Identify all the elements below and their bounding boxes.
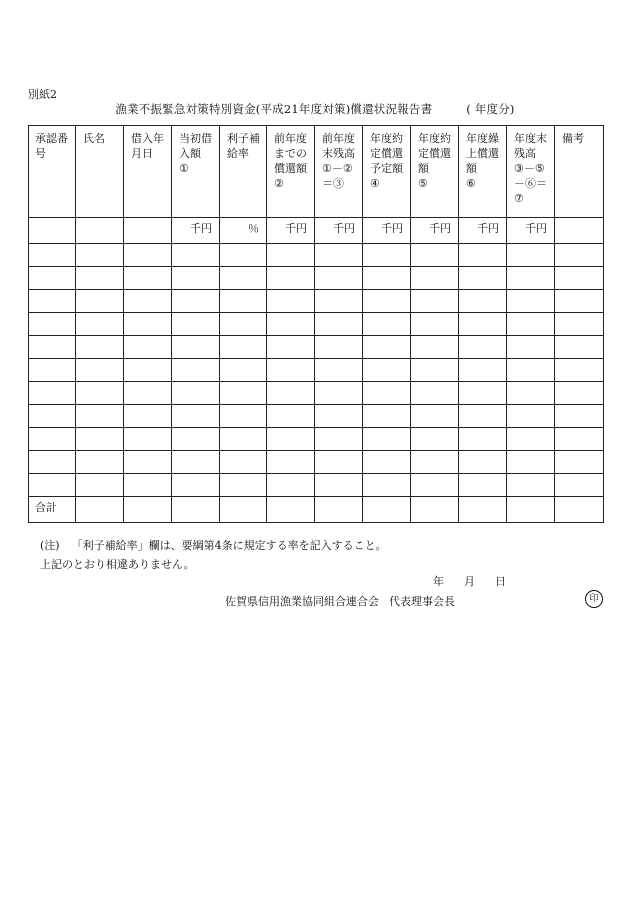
- total-cell[interactable]: [76, 497, 124, 523]
- cell-agreed-repayment[interactable]: [411, 359, 459, 382]
- cell-name[interactable]: [76, 267, 124, 290]
- cell-interest-rate[interactable]: [220, 359, 267, 382]
- header-remarks: [555, 126, 604, 218]
- date-year: 年: [433, 575, 444, 588]
- cell-early-repayment[interactable]: [459, 359, 507, 382]
- cell-planned-repayment[interactable]: [363, 451, 411, 474]
- signer-line: [225, 593, 455, 609]
- cell-interest-rate[interactable]: [220, 405, 267, 428]
- cell-planned-repayment[interactable]: [363, 267, 411, 290]
- cell-interest-rate[interactable]: [220, 336, 267, 359]
- cell-name[interactable]: [76, 405, 124, 428]
- total-cell[interactable]: [124, 497, 172, 523]
- cell-agreed-repayment[interactable]: [411, 474, 459, 497]
- cell-borrow-date[interactable]: [124, 451, 172, 474]
- cell-approval-number[interactable]: [29, 474, 76, 497]
- cell-approval-number[interactable]: [29, 290, 76, 313]
- header-label: 年度繰 上償還 額 ⑥: [466, 132, 499, 190]
- header-label: 利子補 給率: [227, 132, 260, 160]
- cell-interest-rate[interactable]: [220, 267, 267, 290]
- header-label: 当初借 入額 ①: [179, 132, 212, 175]
- table-header-row: [29, 126, 604, 218]
- cell-approval-number[interactable]: [29, 244, 76, 267]
- cell-initial-loan[interactable]: [172, 451, 220, 474]
- cell-prior-balance[interactable]: [315, 451, 363, 474]
- cell-prior-balance[interactable]: [315, 290, 363, 313]
- header-label: 前年度 までの 償還額 ②: [274, 132, 307, 190]
- unit-prior-repayment: 千円: [267, 218, 315, 244]
- cell-initial-loan[interactable]: [172, 474, 220, 497]
- cell-remarks[interactable]: [555, 336, 604, 359]
- cell-planned-repayment[interactable]: [363, 405, 411, 428]
- cell-approval-number[interactable]: [29, 359, 76, 382]
- cell-agreed-repayment[interactable]: [411, 267, 459, 290]
- cell-planned-repayment[interactable]: [363, 313, 411, 336]
- cell-name[interactable]: [76, 359, 124, 382]
- table-row: [29, 267, 604, 290]
- cell-remarks[interactable]: [555, 290, 604, 313]
- cell-early-repayment[interactable]: [459, 405, 507, 428]
- cell-prior-balance[interactable]: [315, 474, 363, 497]
- cell-agreed-repayment[interactable]: [411, 382, 459, 405]
- cell-year-end-balance[interactable]: [507, 313, 555, 336]
- cell-remarks[interactable]: [555, 244, 604, 267]
- cell-prior-balance[interactable]: [315, 428, 363, 451]
- cell-remarks[interactable]: [555, 267, 604, 290]
- table-row: [29, 290, 604, 313]
- header-interest-rate: [220, 126, 267, 218]
- cell-year-end-balance[interactable]: [507, 359, 555, 382]
- header-prior-repayment: [267, 126, 315, 218]
- cell-approval-number[interactable]: [29, 405, 76, 428]
- cell-initial-loan[interactable]: [172, 244, 220, 267]
- cell-interest-rate[interactable]: [220, 428, 267, 451]
- unit-remarks: [555, 218, 604, 244]
- cell-agreed-repayment[interactable]: [411, 336, 459, 359]
- cell-approval-number[interactable]: [29, 428, 76, 451]
- cell-borrow-date[interactable]: [124, 313, 172, 336]
- header-label: 年度約 定償還 額 ⑤: [418, 132, 451, 190]
- table-row: [29, 428, 604, 451]
- table-unit-row: [29, 218, 604, 244]
- header-label: 氏名: [83, 132, 105, 145]
- cell-early-repayment[interactable]: [459, 267, 507, 290]
- cell-year-end-balance[interactable]: [507, 290, 555, 313]
- cell-agreed-repayment[interactable]: [411, 244, 459, 267]
- unit-early-repayment: 千円: [459, 218, 507, 244]
- date-month: 月: [464, 575, 475, 588]
- table-row: [29, 405, 604, 428]
- cell-agreed-repayment[interactable]: [411, 290, 459, 313]
- note-text: 「利子補給率」欄は、要綱第4条に規定する率を記入すること。: [71, 539, 387, 552]
- cell-approval-number[interactable]: [29, 451, 76, 474]
- total-cell[interactable]: [363, 497, 411, 523]
- unit-borrow-date: [124, 218, 172, 244]
- note-prefix: (注): [40, 539, 60, 552]
- cell-borrow-date[interactable]: [124, 244, 172, 267]
- total-cell[interactable]: [459, 497, 507, 523]
- total-cell[interactable]: [411, 497, 459, 523]
- date-day: 日: [495, 575, 506, 588]
- header-label: 借入年 月日: [131, 132, 164, 160]
- header-initial-loan: [172, 126, 220, 218]
- total-cell[interactable]: [555, 497, 604, 523]
- cell-prior-repayment[interactable]: [267, 428, 315, 451]
- cell-early-repayment[interactable]: [459, 313, 507, 336]
- cell-name[interactable]: [76, 244, 124, 267]
- cell-year-end-balance[interactable]: [507, 267, 555, 290]
- cell-initial-loan[interactable]: [172, 290, 220, 313]
- cell-planned-repayment[interactable]: [363, 359, 411, 382]
- cell-year-end-balance[interactable]: [507, 451, 555, 474]
- table-row: [29, 336, 604, 359]
- cell-name[interactable]: [76, 336, 124, 359]
- document-title: [0, 101, 630, 117]
- cell-year-end-balance[interactable]: [507, 244, 555, 267]
- cell-early-repayment[interactable]: [459, 451, 507, 474]
- unit-agreed-repayment: 千円: [411, 218, 459, 244]
- total-cell[interactable]: [315, 497, 363, 523]
- cell-prior-repayment[interactable]: [267, 267, 315, 290]
- cell-prior-repayment[interactable]: [267, 405, 315, 428]
- unit-initial-loan: 千円: [172, 218, 220, 244]
- cell-remarks[interactable]: [555, 428, 604, 451]
- header-early-repayment: [459, 126, 507, 218]
- signer-organization: 佐賀県信用漁業協同組合連合会: [225, 595, 379, 608]
- document-label: 別紙2: [28, 88, 57, 101]
- cell-name[interactable]: [76, 290, 124, 313]
- unit-prior-balance: 千円: [315, 218, 363, 244]
- table-row: [29, 474, 604, 497]
- header-label: 年度約 定償還 予定額 ④: [370, 132, 403, 190]
- table-row: [29, 313, 604, 336]
- cell-borrow-date[interactable]: [124, 428, 172, 451]
- cell-planned-repayment[interactable]: [363, 474, 411, 497]
- cell-borrow-date[interactable]: [124, 267, 172, 290]
- header-planned-repayment: [363, 126, 411, 218]
- cell-prior-repayment[interactable]: [267, 474, 315, 497]
- cell-early-repayment[interactable]: [459, 474, 507, 497]
- cell-prior-repayment[interactable]: [267, 451, 315, 474]
- seal-mark: 印: [585, 590, 603, 608]
- cell-agreed-repayment[interactable]: [411, 428, 459, 451]
- cell-name[interactable]: [76, 474, 124, 497]
- cell-year-end-balance[interactable]: [507, 405, 555, 428]
- cell-remarks[interactable]: [555, 474, 604, 497]
- header-approval-number: [29, 126, 76, 218]
- cell-interest-rate[interactable]: [220, 382, 267, 405]
- cell-interest-rate[interactable]: [220, 244, 267, 267]
- table-total-row: [29, 497, 604, 523]
- cell-borrow-date[interactable]: [124, 336, 172, 359]
- total-cell[interactable]: [220, 497, 267, 523]
- header-label: 備考: [562, 132, 584, 145]
- cell-remarks[interactable]: [555, 451, 604, 474]
- cell-approval-number[interactable]: [29, 313, 76, 336]
- cell-borrow-date[interactable]: [124, 359, 172, 382]
- cell-borrow-date[interactable]: [124, 405, 172, 428]
- cell-initial-loan[interactable]: [172, 405, 220, 428]
- cell-year-end-balance[interactable]: [507, 474, 555, 497]
- cell-agreed-repayment[interactable]: [411, 313, 459, 336]
- header-prior-balance: [315, 126, 363, 218]
- cell-prior-repayment[interactable]: [267, 382, 315, 405]
- cell-prior-balance[interactable]: [315, 313, 363, 336]
- cell-agreed-repayment[interactable]: [411, 405, 459, 428]
- unit-interest-rate: ％: [220, 218, 267, 244]
- cell-approval-number[interactable]: [29, 382, 76, 405]
- cell-early-repayment[interactable]: [459, 428, 507, 451]
- cell-year-end-balance[interactable]: [507, 428, 555, 451]
- total-cell[interactable]: [507, 497, 555, 523]
- cell-name[interactable]: [76, 313, 124, 336]
- cell-remarks[interactable]: [555, 313, 604, 336]
- cell-prior-balance[interactable]: [315, 405, 363, 428]
- cell-prior-repayment[interactable]: [267, 244, 315, 267]
- cell-prior-balance[interactable]: [315, 382, 363, 405]
- cell-initial-loan[interactable]: [172, 382, 220, 405]
- cell-prior-balance[interactable]: [315, 244, 363, 267]
- cell-prior-repayment[interactable]: [267, 336, 315, 359]
- cell-remarks[interactable]: [555, 405, 604, 428]
- cell-initial-loan[interactable]: [172, 336, 220, 359]
- cell-prior-balance[interactable]: [315, 359, 363, 382]
- cell-early-repayment[interactable]: [459, 290, 507, 313]
- cell-approval-number[interactable]: [29, 267, 76, 290]
- table-row: [29, 359, 604, 382]
- date-line: [433, 573, 506, 589]
- cell-planned-repayment[interactable]: [363, 244, 411, 267]
- document-title-fiscal-year: ( 年度分): [466, 102, 515, 116]
- table-row: [29, 382, 604, 405]
- cell-interest-rate[interactable]: [220, 290, 267, 313]
- header-label: 承認番 号: [35, 132, 68, 160]
- header-name: [76, 126, 124, 218]
- cell-prior-balance[interactable]: [315, 336, 363, 359]
- cell-prior-repayment[interactable]: [267, 313, 315, 336]
- cell-year-end-balance[interactable]: [507, 336, 555, 359]
- unit-name: [76, 218, 124, 244]
- header-agreed-repayment: [411, 126, 459, 218]
- cell-early-repayment[interactable]: [459, 336, 507, 359]
- cell-interest-rate[interactable]: [220, 313, 267, 336]
- cell-planned-repayment[interactable]: [363, 290, 411, 313]
- cell-prior-repayment[interactable]: [267, 290, 315, 313]
- signer-title: 代表理事会長: [389, 595, 455, 608]
- table-row: [29, 244, 604, 267]
- cell-borrow-date[interactable]: [124, 474, 172, 497]
- cell-approval-number[interactable]: [29, 336, 76, 359]
- total-cell[interactable]: [172, 497, 220, 523]
- cell-name[interactable]: [76, 428, 124, 451]
- cell-interest-rate[interactable]: [220, 474, 267, 497]
- cell-remarks[interactable]: [555, 359, 604, 382]
- header-label: 前年度 末残高 ①－② ＝③: [322, 132, 355, 190]
- cell-initial-loan[interactable]: [172, 313, 220, 336]
- table-row: [29, 451, 604, 474]
- cell-initial-loan[interactable]: [172, 359, 220, 382]
- cell-borrow-date[interactable]: [124, 382, 172, 405]
- total-label-cell: 合計: [29, 497, 76, 523]
- cell-prior-repayment[interactable]: [267, 359, 315, 382]
- cell-name[interactable]: [76, 451, 124, 474]
- repayment-report-table: [28, 125, 604, 523]
- cell-early-repayment[interactable]: [459, 382, 507, 405]
- cell-borrow-date[interactable]: [124, 290, 172, 313]
- confirmation-statement: 上記のとおり相違ありません。: [40, 558, 195, 571]
- cell-planned-repayment[interactable]: [363, 336, 411, 359]
- cell-initial-loan[interactable]: [172, 428, 220, 451]
- document-title-main: 漁業不振緊急対策特別資金(平成21年度対策)償還状況報告書: [115, 102, 433, 116]
- unit-planned-repayment: 千円: [363, 218, 411, 244]
- cell-interest-rate[interactable]: [220, 451, 267, 474]
- cell-planned-repayment[interactable]: [363, 428, 411, 451]
- cell-prior-balance[interactable]: [315, 267, 363, 290]
- header-year-end-balance: [507, 126, 555, 218]
- cell-year-end-balance[interactable]: [507, 382, 555, 405]
- cell-remarks[interactable]: [555, 382, 604, 405]
- cell-planned-repayment[interactable]: [363, 382, 411, 405]
- cell-early-repayment[interactable]: [459, 244, 507, 267]
- cell-name[interactable]: [76, 382, 124, 405]
- total-cell[interactable]: [267, 497, 315, 523]
- cell-agreed-repayment[interactable]: [411, 451, 459, 474]
- header-label: 年度末 残高 ③－⑤ －⑥＝ ⑦: [514, 132, 547, 205]
- cell-initial-loan[interactable]: [172, 267, 220, 290]
- note: [40, 537, 387, 553]
- unit-year-end-balance: 千円: [507, 218, 555, 244]
- header-borrow-date: [124, 126, 172, 218]
- unit-approval-number: [29, 218, 76, 244]
